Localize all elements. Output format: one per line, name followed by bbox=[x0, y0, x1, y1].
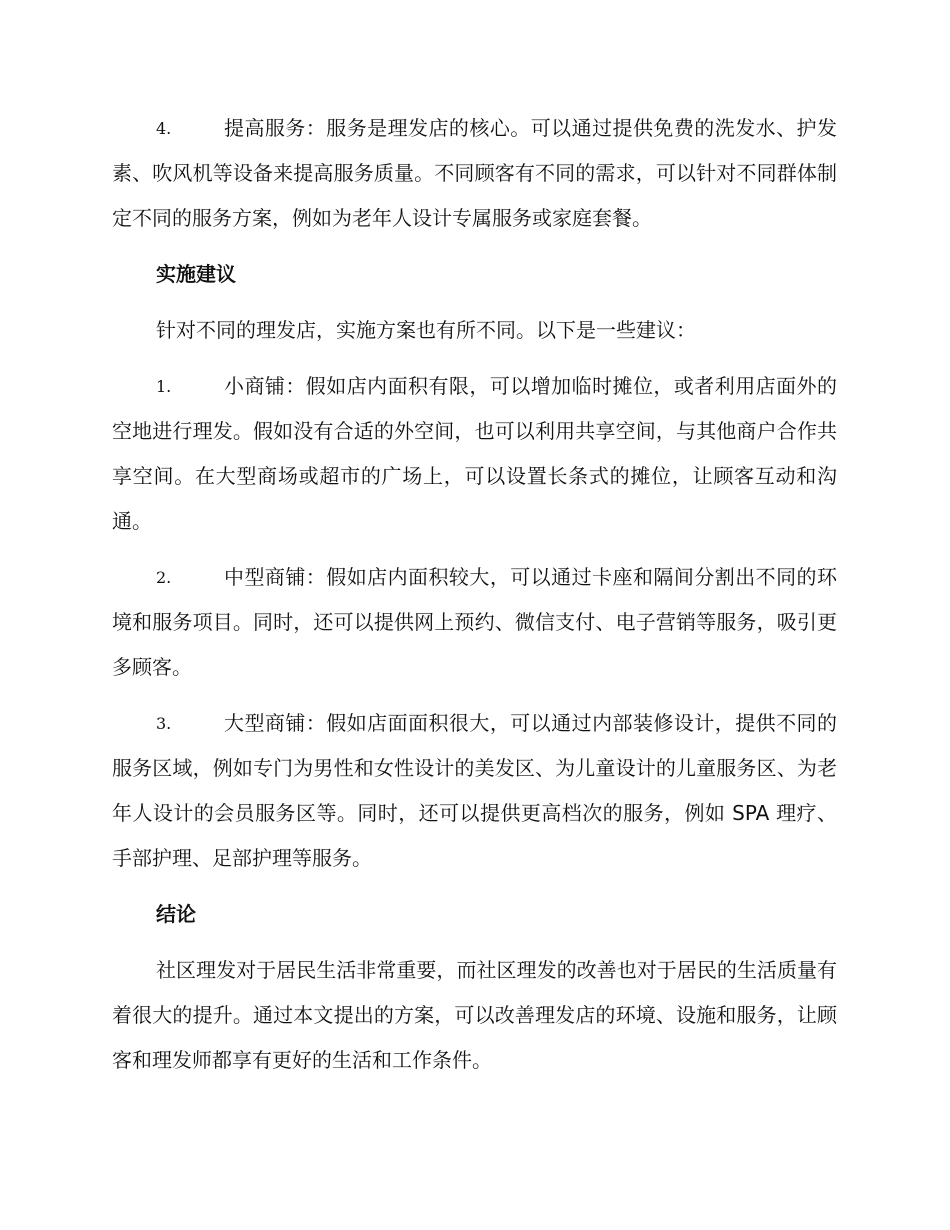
list-item-4 bbox=[112, 106, 837, 241]
list-item-3 bbox=[112, 701, 837, 881]
section-heading-implementation: 实施建议 bbox=[156, 262, 236, 286]
document-body bbox=[112, 106, 837, 1094]
list-item-text: 大型商铺：假如店面面积很大，可以通过内部装修设计，提供不同的服务区域，例如专门为男性和女性设计的美发区、为儿童设计的儿童服务区、为老年人设计的会员服务区等。同时，还可以提供更高档次的服务，例如 SPA 理疗、手部护理、足部护理等服务。 bbox=[112, 711, 837, 870]
list-number: 4. bbox=[156, 119, 172, 138]
implementation-intro: 针对不同的理发店，实施方案也有所不同。以下是一些建议： bbox=[156, 318, 696, 342]
list-number: 1. bbox=[156, 377, 172, 396]
list-item-text: 提高服务：服务是理发店的核心。可以通过提供免费的洗发水、护发素、吹风机等设备来提高服务质量。不同顾客有不同的需求，可以针对不同群体制定不同的服务方案，例如为老年人设计专属服务或家庭套餐。 bbox=[112, 116, 837, 230]
list-item-text: 中型商铺：假如店内面积较大，可以通过卡座和隔间分割出不同的环境和服务项目。同时，还可以提供网上预约、微信支付、电子营销等服务，吸引更多顾客。 bbox=[112, 565, 837, 679]
list-item-text: 小商铺：假如店内面积有限，可以增加临时摊位，或者利用店面外的空地进行理发。假如没有合适的外空间，也可以利用共享空间，与其他商户合作共享空间。在大型商场或超市的广场上，可以设置长条式的摊位，让顾客互动和沟通。 bbox=[112, 374, 837, 533]
list-number: 2. bbox=[156, 568, 172, 587]
list-item-1 bbox=[112, 364, 837, 544]
section-heading-conclusion: 结论 bbox=[156, 902, 196, 926]
conclusion-paragraph: 社区理发对于居民生活非常重要，而社区理发的改善也对于居民的生活质量有着很大的提升。通过本文提出的方案，可以改善理发店的环境、设施和服务，让顾客和理发师都享有更好的生活和工作条件。 bbox=[112, 958, 837, 1072]
list-number: 3. bbox=[156, 714, 172, 733]
list-item-2 bbox=[112, 555, 837, 690]
